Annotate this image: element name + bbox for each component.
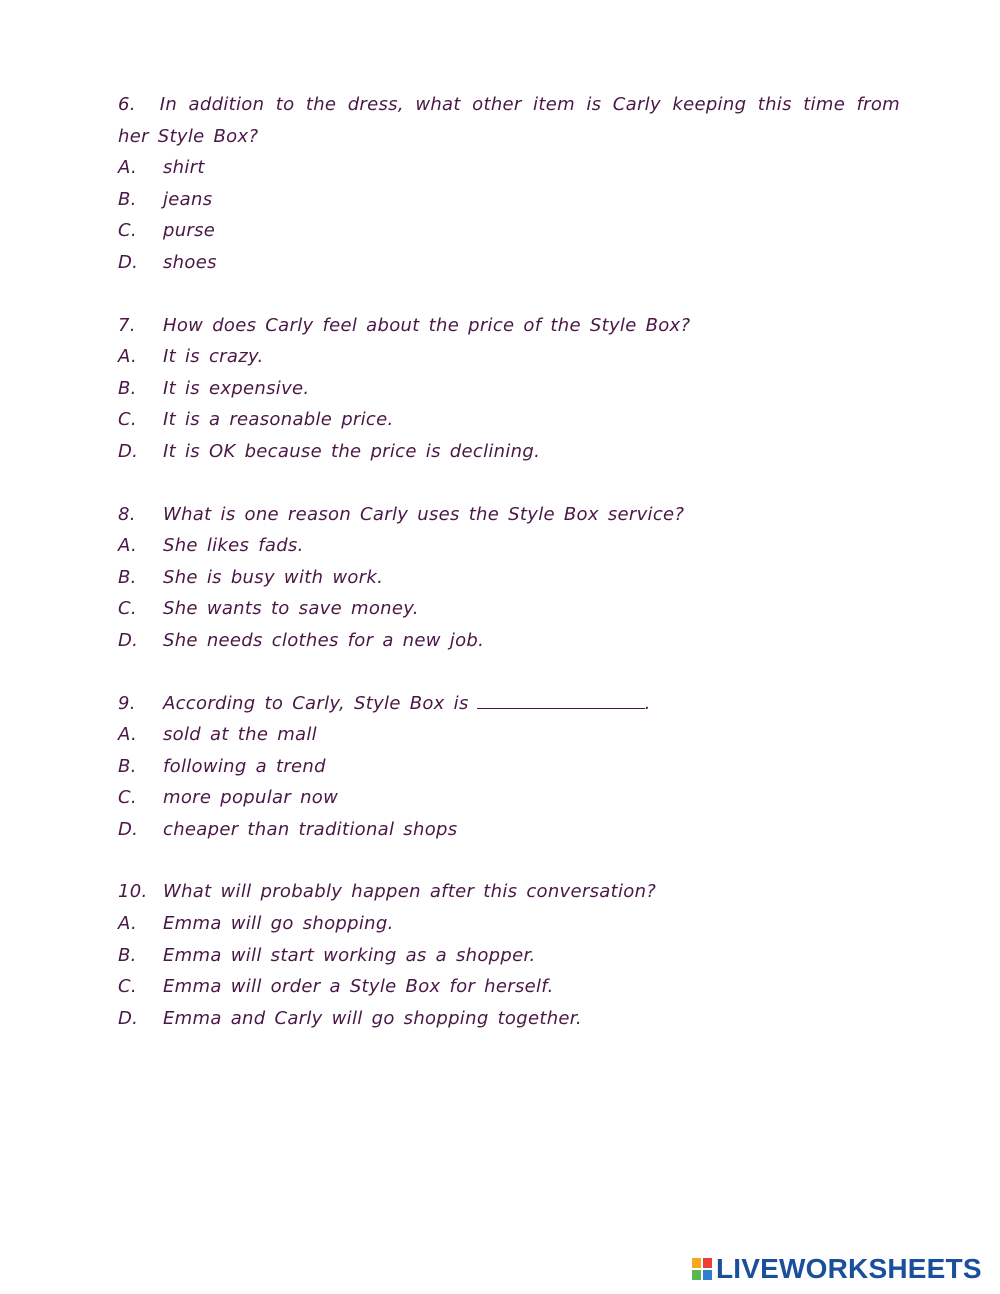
question-text-end: .	[644, 692, 651, 714]
option-letter: A.	[118, 913, 137, 935]
option-letter: D.	[118, 818, 139, 840]
option-letter: C.	[118, 976, 137, 998]
question-6-stem	[118, 89, 900, 152]
option-d[interactable]	[118, 814, 900, 846]
option-b[interactable]	[118, 751, 900, 783]
question-text: What will probably happen after this conversation?	[163, 881, 657, 903]
option-text: jeans	[163, 188, 213, 210]
question-8-stem	[118, 499, 900, 531]
option-text: more popular now	[163, 787, 339, 809]
option-text: purse	[163, 220, 216, 242]
option-text: following a trend	[163, 755, 326, 777]
option-text: shirt	[163, 157, 205, 179]
option-letter: B.	[118, 377, 137, 399]
question-7-stem	[118, 310, 900, 342]
liveworksheets-logo	[692, 1255, 982, 1283]
option-letter: C.	[118, 220, 137, 242]
option-letter: C.	[118, 787, 137, 809]
option-text: She needs clothes for a new job.	[163, 629, 485, 651]
option-text: It is expensive.	[163, 377, 310, 399]
question-7	[118, 310, 900, 468]
question-8	[118, 499, 900, 657]
option-text: She is busy with work.	[163, 566, 384, 588]
option-text: Emma will go shopping.	[163, 913, 394, 935]
option-letter: B.	[118, 944, 137, 966]
question-number: 10.	[118, 881, 148, 903]
option-a[interactable]	[118, 341, 900, 373]
option-text: shoes	[163, 251, 217, 273]
option-a[interactable]	[118, 719, 900, 751]
option-letter: B.	[118, 755, 137, 777]
option-d[interactable]	[118, 1003, 900, 1035]
question-text: In addition to the dress, what other item is Carly keeping this time from her Style Box?	[118, 94, 900, 147]
option-b[interactable]	[118, 184, 900, 216]
option-letter: A.	[118, 535, 137, 557]
question-text: According to Carly, Style Box is	[163, 692, 469, 714]
option-letter: B.	[118, 566, 137, 588]
option-text: It is a reasonable price.	[163, 409, 394, 431]
option-b[interactable]	[118, 373, 900, 405]
option-c[interactable]	[118, 971, 900, 1003]
option-letter: D.	[118, 251, 139, 273]
question-9	[118, 688, 900, 846]
option-text: It is crazy.	[163, 346, 264, 368]
option-a[interactable]	[118, 530, 900, 562]
option-text: Emma will order a Style Box for herself.	[163, 976, 554, 998]
option-letter: A.	[118, 724, 137, 746]
option-letter: A.	[118, 157, 137, 179]
option-b[interactable]	[118, 940, 900, 972]
option-d[interactable]	[118, 247, 900, 279]
question-list	[118, 89, 900, 1065]
option-c[interactable]	[118, 782, 900, 814]
question-text: How does Carly feel about the price of the Style Box?	[163, 314, 691, 336]
logo-text: LIVEWORKSHEETS	[716, 1253, 982, 1284]
option-letter: D.	[118, 440, 139, 462]
option-letter: D.	[118, 629, 139, 651]
option-a[interactable]	[118, 152, 900, 184]
option-text: Emma will start working as a shopper.	[163, 944, 536, 966]
option-text: She likes fads.	[163, 535, 304, 557]
option-text: She wants to save money.	[163, 598, 419, 620]
option-text: cheaper than traditional shops	[163, 818, 458, 840]
option-text: It is OK because the price is declining.	[163, 440, 541, 462]
option-letter: A.	[118, 346, 137, 368]
question-number: 7.	[118, 314, 136, 336]
option-letter: C.	[118, 409, 137, 431]
liveworksheets-logo-icon	[692, 1258, 712, 1280]
option-a[interactable]	[118, 908, 900, 940]
option-c[interactable]	[118, 404, 900, 436]
answer-blank-field[interactable]	[477, 691, 645, 709]
question-text: What is one reason Carly uses the Style Box service?	[163, 503, 685, 525]
option-d[interactable]	[118, 625, 900, 657]
option-text: Emma and Carly will go shopping together.	[163, 1007, 582, 1029]
question-number: 9.	[118, 692, 136, 714]
question-10	[118, 876, 900, 1034]
question-10-stem	[118, 876, 900, 908]
option-b[interactable]	[118, 562, 900, 594]
question-number: 6.	[118, 94, 136, 115]
option-text: sold at the mall	[163, 724, 317, 746]
option-d[interactable]	[118, 436, 900, 468]
option-letter: B.	[118, 188, 137, 210]
option-letter: D.	[118, 1007, 139, 1029]
option-letter: C.	[118, 598, 137, 620]
question-6	[118, 89, 900, 279]
question-9-stem	[118, 688, 900, 720]
option-c[interactable]	[118, 215, 900, 247]
question-number: 8.	[118, 503, 136, 525]
option-c[interactable]	[118, 593, 900, 625]
